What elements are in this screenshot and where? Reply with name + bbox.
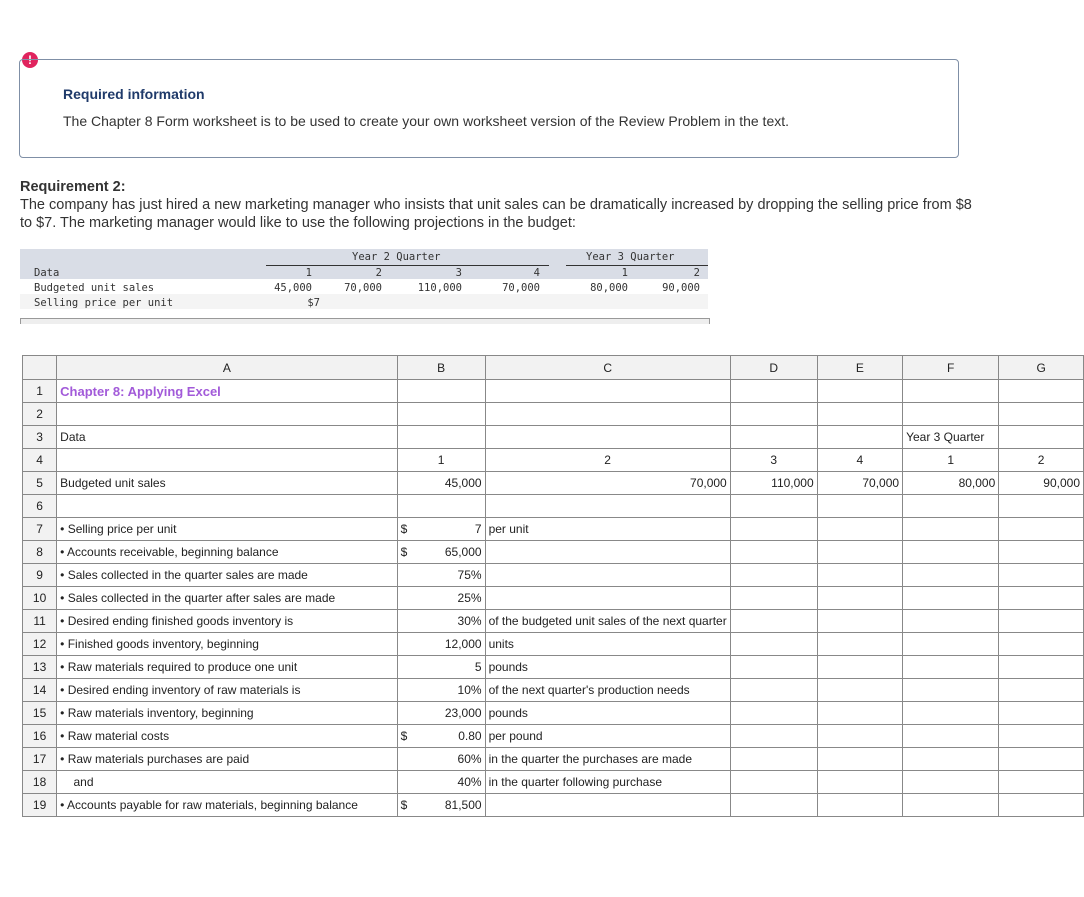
note-cell[interactable]: pounds [485,656,730,679]
quarter-cell[interactable]: 1 [397,449,485,472]
cell[interactable] [999,748,1084,771]
column-header-a[interactable]: A [57,356,398,380]
value-cell[interactable]: 5 [397,656,485,679]
quarter-header: 4 [533,267,540,279]
table-row [23,794,1084,817]
value-cell[interactable]: $ 0.80 [397,725,485,748]
currency-symbol: $ [400,729,408,743]
table-row [23,564,1084,587]
sales-value: 80,000 [590,282,628,294]
cell[interactable] [999,426,1084,449]
note-cell[interactable]: units [485,633,730,656]
cell[interactable] [999,702,1084,725]
row-header[interactable]: 4 [23,449,57,472]
label-cell[interactable]: • Finished goods inventory, beginning [57,633,398,656]
table-row [23,380,1084,403]
sales-cell[interactable]: 110,000 [730,472,817,495]
label-cell[interactable]: • Sales collected in the quarter after sales are made [57,587,398,610]
cell[interactable] [817,725,902,748]
cell[interactable] [817,794,902,817]
info-text: The Chapter 8 Form worksheet is to be used to create your own worksheet version of the Review Problem in the text. [63,113,790,129]
value-cell[interactable]: 60% [397,748,485,771]
cell[interactable] [57,495,398,518]
row-header[interactable]: 16 [23,725,57,748]
cell[interactable] [999,679,1084,702]
cell[interactable] [730,633,817,656]
cell[interactable] [903,679,999,702]
cell[interactable] [817,403,902,426]
sales-value: 110,000 [417,282,462,294]
data-label[interactable]: Data [57,426,398,449]
quarter-header: 1 [305,267,312,279]
cell[interactable] [999,495,1084,518]
row-header[interactable]: 11 [23,610,57,633]
cell[interactable] [903,564,999,587]
cell[interactable] [817,518,902,541]
row-header[interactable]: 17 [23,748,57,771]
cell[interactable] [817,771,902,794]
cell[interactable] [903,748,999,771]
cell[interactable] [903,403,999,426]
table-row [23,610,1084,633]
alert-icon: ! [22,52,38,68]
cell[interactable] [999,541,1084,564]
cell[interactable] [817,495,902,518]
cell[interactable] [999,518,1084,541]
cell[interactable] [903,380,999,403]
year2-header: Year 2 Quarter [352,251,441,263]
cell[interactable] [730,541,817,564]
cell[interactable] [903,794,999,817]
quarter-cell[interactable]: 4 [817,449,902,472]
table-row [23,679,1084,702]
row-header[interactable]: 15 [23,702,57,725]
table-row [23,656,1084,679]
cell[interactable] [999,564,1084,587]
cell[interactable] [730,564,817,587]
cell[interactable] [817,587,902,610]
cell[interactable] [730,725,817,748]
row-header[interactable]: 7 [23,518,57,541]
cell[interactable] [730,495,817,518]
cell[interactable] [903,656,999,679]
corner-cell[interactable] [23,356,57,380]
column-header-g[interactable]: G [999,356,1084,380]
row-header[interactable]: 2 [23,403,57,426]
note-cell[interactable] [485,794,730,817]
sales-cell[interactable]: 90,000 [999,472,1084,495]
note-cell[interactable]: of the next quarter's production needs [485,679,730,702]
cell[interactable] [817,380,902,403]
cell[interactable] [730,518,817,541]
spreadsheet [22,355,1084,817]
value-cell[interactable]: $ 81,500 [397,794,485,817]
value-cell[interactable]: 10% [397,679,485,702]
cell[interactable] [397,380,485,403]
cell[interactable] [903,702,999,725]
row-header[interactable]: 5 [23,472,57,495]
label-cell[interactable]: • Desired ending finished goods inventory is [57,610,398,633]
table-row [23,449,1084,472]
value-cell[interactable]: 25% [397,587,485,610]
year3-label[interactable]: Year 3 Quarter [903,426,999,449]
sales-label[interactable]: Budgeted unit sales [57,472,398,495]
currency-symbol: $ [400,798,408,812]
required-info-box [19,59,959,158]
label-cell[interactable]: • Selling price per unit [57,518,398,541]
sales-value: 90,000 [662,282,700,294]
cell[interactable] [730,587,817,610]
value-cell[interactable]: $ 7 [397,518,485,541]
requirement-text: The company has just hired a new marketing manager who insists that unit sales can be dramatically increased by dropping the selling price from $8 to $7. The marketing manager would like to use the following projections in the budget: [20,197,972,231]
cell[interactable] [817,541,902,564]
cell[interactable] [397,426,485,449]
table-row [23,771,1084,794]
value-cell[interactable]: $ 65,000 [397,541,485,564]
sales-value: 45,000 [274,282,312,294]
note-cell[interactable] [485,587,730,610]
label-cell[interactable]: • Raw materials required to produce one unit [57,656,398,679]
note-cell[interactable]: per pound [485,725,730,748]
cell[interactable] [817,426,902,449]
cell[interactable] [903,633,999,656]
label-cell[interactable]: • Accounts receivable, beginning balance [57,541,398,564]
cell[interactable] [485,495,730,518]
cell[interactable] [730,426,817,449]
currency-symbol: $ [400,545,408,559]
sales-value: 70,000 [502,282,540,294]
requirement [20,178,980,232]
table-row [23,518,1084,541]
cell[interactable] [903,725,999,748]
table-row [23,541,1084,564]
column-header-e[interactable]: E [817,356,902,380]
cell[interactable] [999,633,1084,656]
sales-label: Budgeted unit sales [34,282,155,294]
quarter-header: 2 [375,267,382,279]
cell[interactable] [817,656,902,679]
row-header[interactable]: 3 [23,426,57,449]
cell[interactable] [730,748,817,771]
data-label: Data [34,267,60,279]
row-header[interactable]: 10 [23,587,57,610]
row-header[interactable]: 1 [23,380,57,403]
table-row [23,702,1084,725]
cell[interactable] [730,794,817,817]
note-cell[interactable]: per unit [485,518,730,541]
row-header[interactable]: 19 [23,794,57,817]
label-cell[interactable]: • Desired ending inventory of raw materials is [57,679,398,702]
cell[interactable] [999,794,1084,817]
cell[interactable] [730,403,817,426]
sheet-title[interactable]: Chapter 8: Applying Excel [57,380,398,403]
currency-symbol: $ [400,522,408,536]
price-value: $7 [307,297,320,309]
cell[interactable] [730,656,817,679]
cell[interactable] [485,426,730,449]
table-row [23,748,1084,771]
cell[interactable] [999,725,1084,748]
cell[interactable] [999,380,1084,403]
cell[interactable] [397,403,485,426]
row-header[interactable]: 18 [23,771,57,794]
label-cell[interactable]: • Raw materials inventory, beginning [57,702,398,725]
note-cell[interactable]: pounds [485,702,730,725]
sales-cell[interactable]: 80,000 [903,472,999,495]
quarter-header: 1 [621,267,628,279]
row-header[interactable]: 8 [23,541,57,564]
cell[interactable] [730,679,817,702]
label-cell[interactable]: • Accounts payable for raw materials, beginning balance [57,794,398,817]
price-label: Selling price per unit [34,297,174,309]
column-header-c[interactable]: C [485,356,730,380]
label-cell[interactable]: and [57,771,398,794]
quarter-cell[interactable]: 3 [730,449,817,472]
column-header-d[interactable]: D [730,356,817,380]
quarter-cell[interactable]: 2 [485,449,730,472]
cell[interactable] [903,587,999,610]
value-cell[interactable]: 23,000 [397,702,485,725]
sales-cell[interactable]: 70,000 [485,472,730,495]
cell[interactable] [903,610,999,633]
quarter-header: 3 [455,267,462,279]
quarter-header: 2 [693,267,700,279]
cell[interactable] [903,771,999,794]
cell[interactable] [817,564,902,587]
row-header[interactable]: 6 [23,495,57,518]
note-cell[interactable]: in the quarter the purchases are made [485,748,730,771]
cell[interactable] [817,633,902,656]
cell[interactable] [730,702,817,725]
cell[interactable] [730,610,817,633]
cell[interactable] [999,771,1084,794]
sales-cell[interactable]: 45,000 [397,472,485,495]
value-cell[interactable]: 12,000 [397,633,485,656]
sales-value: 70,000 [344,282,382,294]
requirement-title: Requirement 2: [20,179,126,195]
cell[interactable] [817,679,902,702]
cell[interactable] [817,610,902,633]
cell[interactable] [999,403,1084,426]
year3-header: Year 3 Quarter [586,251,675,263]
table-row [23,426,1084,449]
label-cell[interactable]: • Raw material costs [57,725,398,748]
info-title: Required information [63,86,205,102]
cell[interactable] [903,495,999,518]
cell[interactable] [999,587,1084,610]
cell[interactable] [397,495,485,518]
row-header[interactable]: 9 [23,564,57,587]
cell[interactable] [485,380,730,403]
quarter-cell[interactable]: 2 [999,449,1084,472]
value-cell[interactable]: 75% [397,564,485,587]
note-cell[interactable]: of the budgeted unit sales of the next quarter [485,610,730,633]
cell[interactable] [817,748,902,771]
cell[interactable] [817,702,902,725]
cell[interactable] [999,610,1084,633]
table-row [23,587,1084,610]
row-header[interactable]: 12 [23,633,57,656]
cell[interactable] [485,403,730,426]
cell[interactable] [730,380,817,403]
cell[interactable] [903,541,999,564]
table-row [23,472,1084,495]
table-row [23,403,1084,426]
quarter-cell[interactable]: 1 [903,449,999,472]
table-row [23,725,1084,748]
column-header-f[interactable]: F [903,356,999,380]
cell[interactable] [903,518,999,541]
value-cell[interactable]: 30% [397,610,485,633]
cell[interactable] [999,656,1084,679]
cell[interactable] [730,771,817,794]
table-row [23,495,1084,518]
cell[interactable] [57,449,398,472]
value-cell[interactable]: 40% [397,771,485,794]
table-row [23,633,1084,656]
label-cell[interactable]: • Raw materials purchases are paid [57,748,398,771]
column-header-b[interactable]: B [397,356,485,380]
row-header[interactable]: 13 [23,656,57,679]
label-cell[interactable]: • Sales collected in the quarter sales are made [57,564,398,587]
note-cell[interactable] [485,541,730,564]
row-header[interactable]: 14 [23,679,57,702]
note-cell[interactable] [485,564,730,587]
sales-cell[interactable]: 70,000 [817,472,902,495]
note-cell[interactable]: in the quarter following purchase [485,771,730,794]
cell[interactable] [57,403,398,426]
